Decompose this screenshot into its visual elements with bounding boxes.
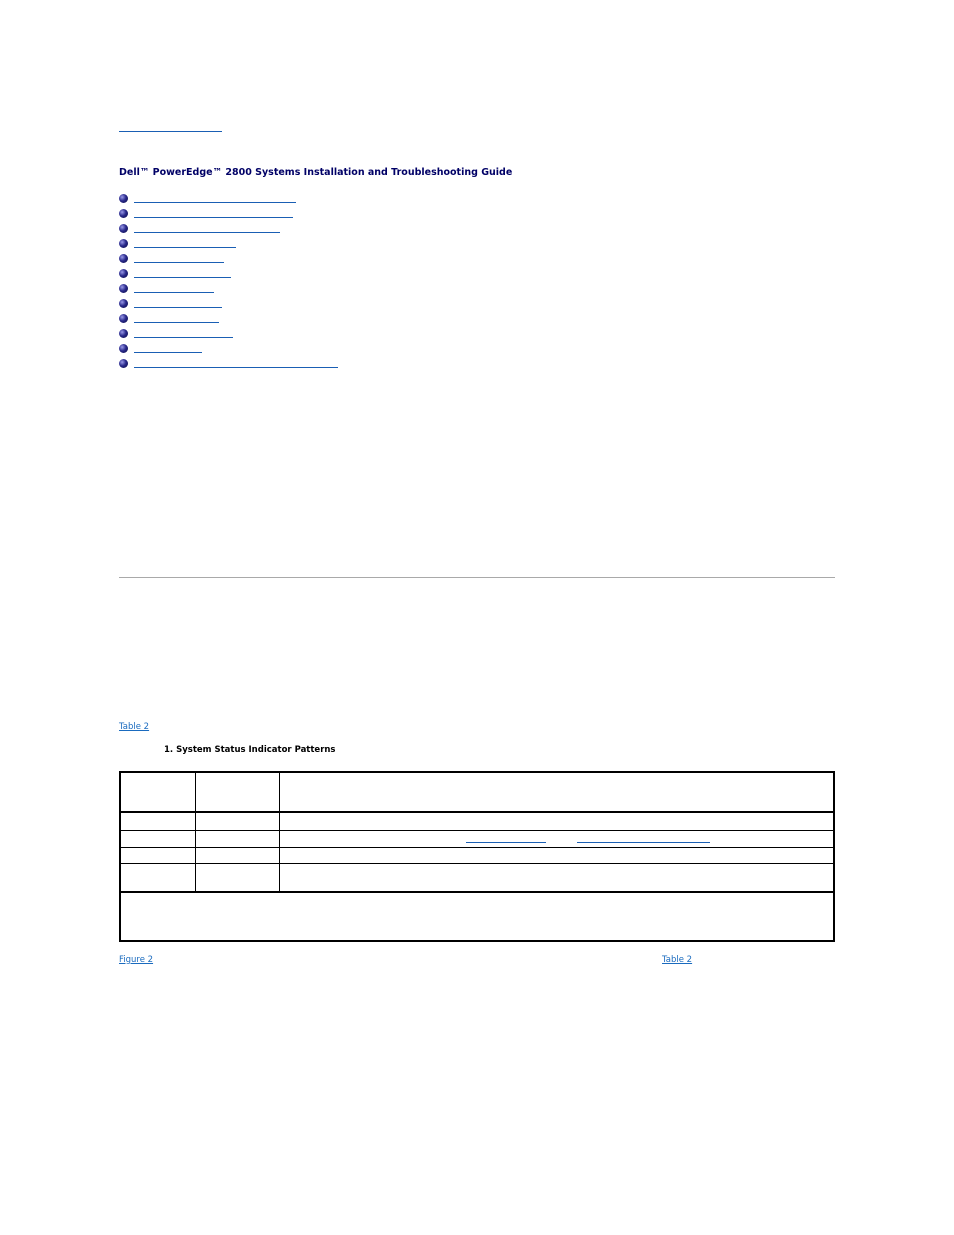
table-reference-link[interactable]: Table 2 [119,722,150,732]
table-column-border [195,773,196,892]
toc-link[interactable] [134,247,236,248]
toc-link[interactable] [134,292,214,293]
toc-link[interactable] [134,337,233,338]
bullet-icon [119,314,128,323]
table-header-border [121,811,833,813]
table-footnote-border [121,891,833,893]
table-inline-link[interactable] [466,842,546,843]
table-row-border [121,830,833,831]
table-row-border [121,863,833,864]
table-caption: 1. System Status Indicator Patterns [164,745,336,755]
bullet-icon [119,329,128,338]
figure-reference-link[interactable]: Figure 2 [119,955,154,965]
table-row-border [121,847,833,848]
toc-link[interactable] [134,352,202,353]
toc-link[interactable] [134,232,280,233]
bullet-icon [119,194,128,203]
toc-link[interactable] [134,322,219,323]
bullet-icon [119,269,128,278]
bullet-icon [119,209,128,218]
section-divider [119,577,835,578]
bullet-icon [119,299,128,308]
bullet-icon [119,254,128,263]
bullet-icon [119,359,128,368]
table-column-border [279,773,280,892]
toc-link[interactable] [134,262,224,263]
guide-title: Dell™ PowerEdge™ 2800 Systems Installation and Troubleshooting Guide [119,167,513,178]
bullet-icon [119,224,128,233]
bullet-icon [119,344,128,353]
back-to-contents-link[interactable] [119,131,222,132]
bullet-icon [119,239,128,248]
bullet-icon [119,284,128,293]
toc-link[interactable] [134,217,293,218]
table-inline-link[interactable] [577,842,710,843]
system-status-table [119,771,835,942]
toc-link[interactable] [134,202,296,203]
table-reference-link[interactable]: Table 2 [662,955,693,965]
toc-link[interactable] [134,277,231,278]
toc-link[interactable] [134,307,222,308]
toc-link[interactable] [134,367,338,368]
